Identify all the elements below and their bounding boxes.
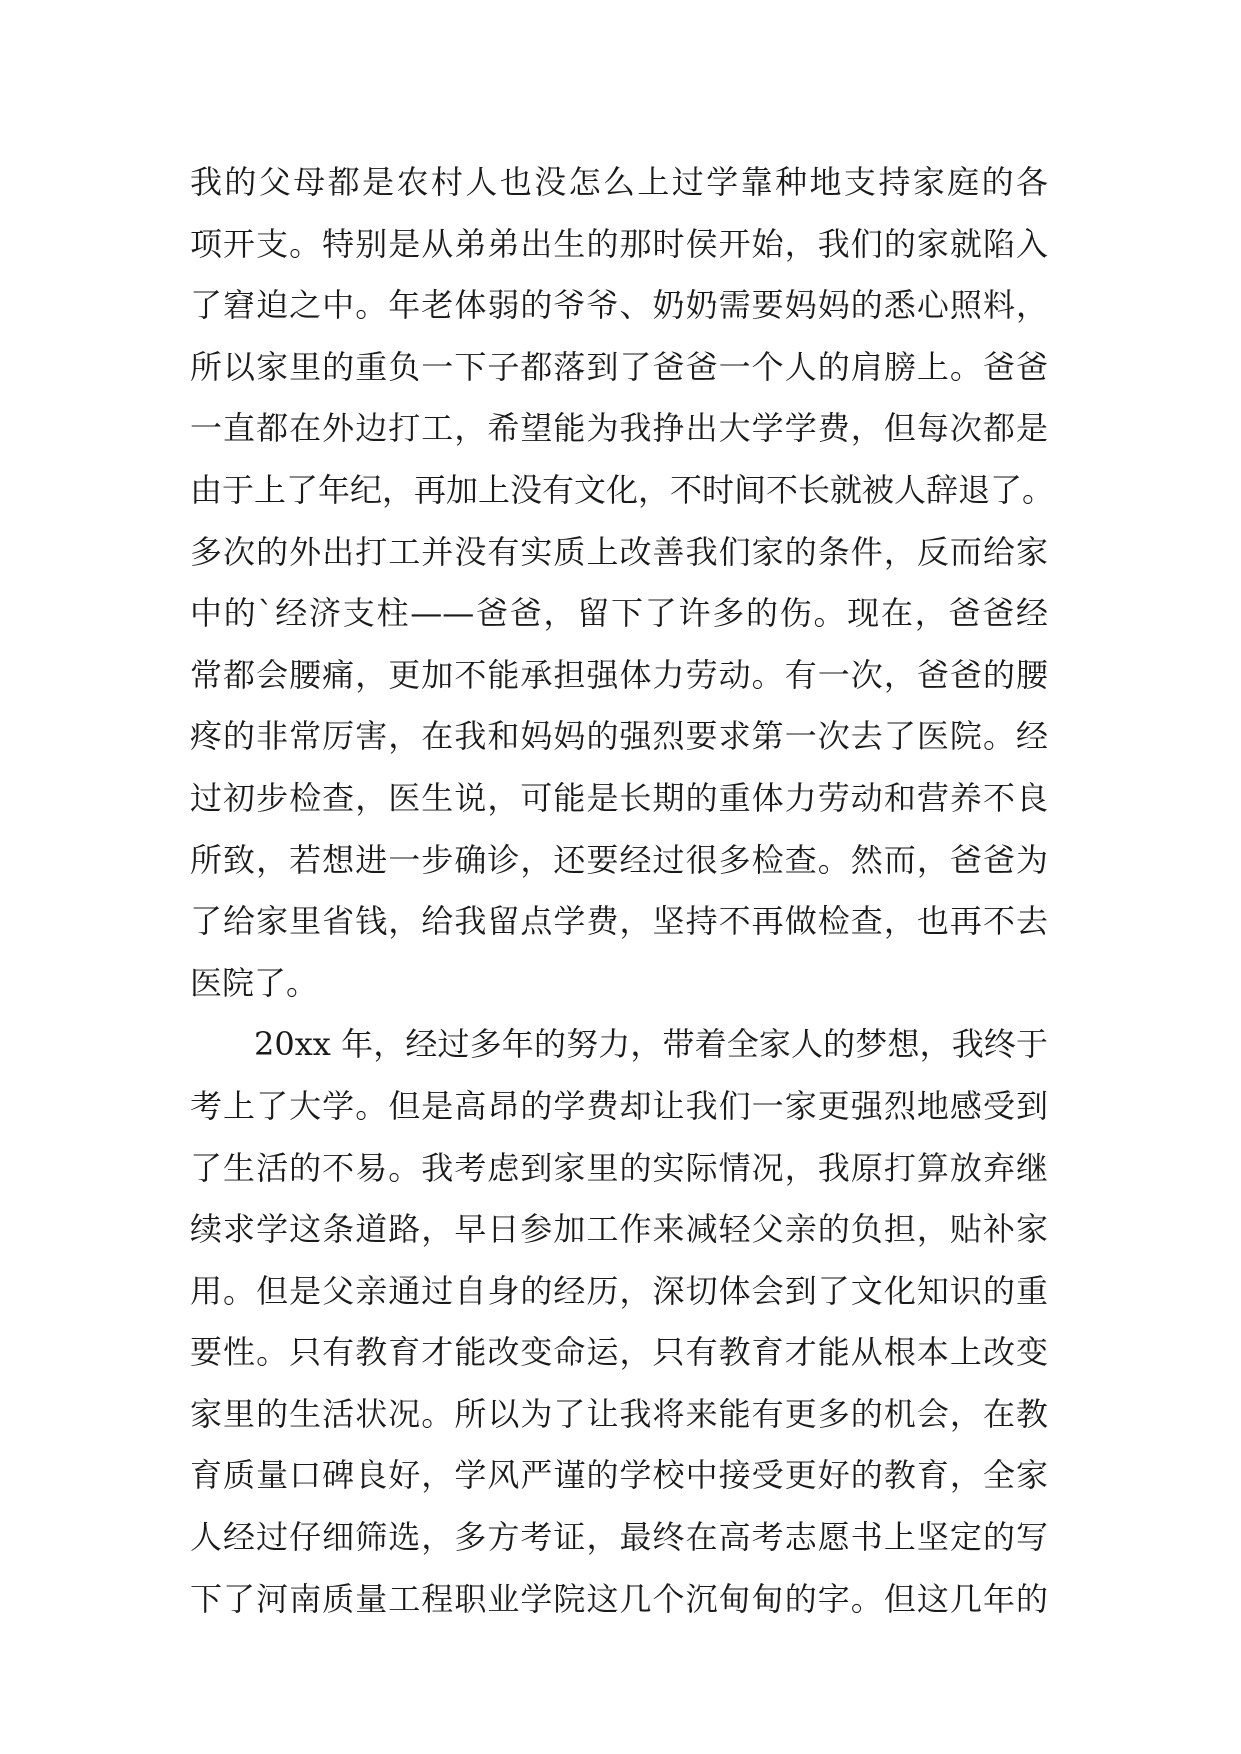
text-line: 由于上了年纪，再加上没有文化，不时间不长就被人辞退了。: [190, 470, 1055, 509]
text-line: 育质量口碑良好，学风严谨的学校中接受更好的教育，全家: [190, 1456, 1048, 1495]
body-text: [190, 152, 1070, 1630]
text-line: 中的`经济支柱——爸爸，留下了许多的伤。现在，爸爸经: [190, 594, 1048, 633]
text-line: 医院了。: [190, 963, 319, 1002]
text-line: 所致，若想进一步确诊，还要经过很多检查。然而，爸爸为: [190, 840, 1048, 879]
text-line: 了生活的不易。我考虑到家里的实际情况，我原打算放弃继: [190, 1148, 1048, 1187]
text-line: 过初步检查，医生说，可能是长期的重体力劳动和营养不良: [190, 778, 1048, 817]
text-line: 考上了大学。但是高昂的学费却让我们一家更强烈地感受到: [190, 1086, 1048, 1125]
text-line: 续求学这条道路，早日参加工作来减轻父亲的负担，贴补家: [190, 1210, 1048, 1249]
text-line: 一直都在外边打工，希望能为我挣出大学学费，但每次都是: [190, 409, 1048, 448]
paragraph-2: [190, 1014, 1070, 1630]
text-line: 了给家里省钱，给我留点学费，坚持不再做检查，也再不去: [190, 902, 1048, 941]
text-line: 疼的非常厉害，在我和妈妈的强烈要求第一次去了医院。经: [190, 717, 1048, 756]
text-line: 用。但是父亲通过自身的经历，深切体会到了文化知识的重: [190, 1271, 1048, 1310]
text-line: 所以家里的重负一下子都落到了爸爸一个人的肩膀上。爸爸: [190, 347, 1048, 386]
text-line: 了窘迫之中。年老体弱的爷爷、奶奶需要妈妈的悉心照料，: [190, 286, 1048, 325]
text-line: 我的父母都是农村人也没怎么上过学靠种地支持家庭的各: [190, 163, 1048, 201]
paragraph-1: [190, 152, 1070, 1014]
text-line: 常都会腰痛，更加不能承担强体力劳动。有一次，爸爸的腰: [190, 655, 1048, 694]
text-line: 多次的外出打工并没有实质上改善我们家的条件，反而给家: [190, 532, 1048, 571]
text-line: 人经过仔细筛选，多方考证，最终在高考志愿书上坚定的写: [190, 1518, 1048, 1557]
text-line: 家里的生活状况。所以为了让我将来能有更多的机会，在教: [190, 1394, 1048, 1433]
text-line: 20xx 年，经过多年的努力，带着全家人的梦想，我终于: [254, 1025, 1048, 1064]
text-line: 项开支。特别是从弟弟出生的那时侯开始，我们的家就陷入: [190, 224, 1048, 263]
text-line: 下了河南质量工程职业学院这几个沉甸甸的字。但这几年的: [190, 1579, 1048, 1618]
text-line: 要性。只有教育才能改变命运，只有教育才能从根本上改变: [190, 1333, 1048, 1372]
